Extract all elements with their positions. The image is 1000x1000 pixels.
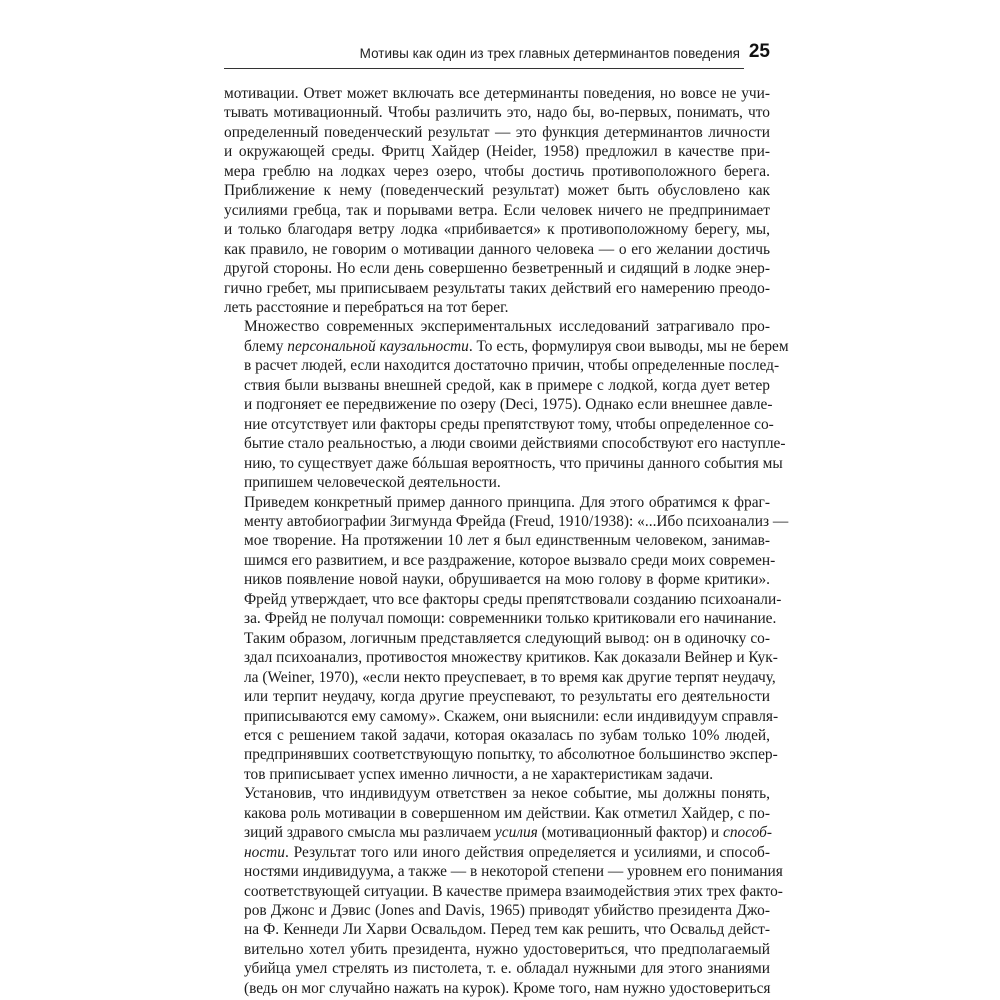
text-line: какова роль мотивации в совершенном им действии. Как отметил Хайдер, с по- (244, 804, 770, 822)
text-line: ности. Результат того или иного действия определяется и усилиями, и способ- (244, 843, 770, 861)
italic-term: персональной каузальности (287, 337, 469, 355)
text-line: приписываются ему самому». Скажем, они выяснили: если индивидуум справля- (244, 707, 779, 725)
text-line: тов приписывает успех именно личности, а не характеристикам задачи. (244, 765, 714, 783)
paragraph (224, 784, 783, 998)
text-line: здал психоанализ, противостоя множеству критиков. Как доказали Вейнер и Кук- (244, 649, 778, 667)
text-line: или терпит неудачу, когда другие преуспевают, то результаты его деятельности (244, 688, 770, 706)
text-line: шимся его развитием, и все раздражение, которое вызвало среди моих современ- (244, 551, 776, 569)
text-line: зиций здравого смысла мы различаем усилия (мотивационный фактор) и способ- (244, 824, 773, 842)
text-line: гично гребет, мы приписываем результаты таких действий его намерению преодо- (224, 279, 770, 297)
text-line: в расчет людей, если находится достаточно причин, чтобы определенные послед- (244, 357, 780, 375)
text-line: мера греблю на лодках через озеро, чтобы достичь противоположного берега. (224, 162, 770, 180)
page-number: 25 (748, 41, 770, 62)
text-line: менту автобиографии Зигмунда Фрейда (Freud, 1910/1938): «...Ибо психоанализ — (244, 512, 789, 530)
text-line: ствия были вызваны внешней средой, как в примере с лодкой, когда дует ветер (244, 376, 770, 394)
text-line: ние отсутствует или факторы среды препятствуют тому, чтобы определенное со- (244, 415, 774, 433)
text-line: за. Фрейд не получал помощи: современники только критиковали его начинание. (244, 610, 777, 628)
text-line: ров Джонс и Дэвис (Jones and Davis, 1965) приводят убийство президента Джо- (244, 902, 770, 920)
paragraph (224, 493, 789, 785)
text-line: соответствующей ситуации. В качестве примера взаимодействия этих трех факто- (244, 882, 783, 900)
text-line: как правило, не говорим о мотивации данного человека — о его желании достичь (224, 240, 770, 258)
text-line: на Ф. Кеннеди Ли Харви Освальдом. Перед тем как решить, что Освальд дейст- (244, 921, 770, 939)
italic-term: усилия (494, 824, 538, 842)
text-line: (ведь он мог случайно нажать на курок). Кроме того, нам нужно удостовериться (244, 979, 771, 997)
text-line: леть расстояние и перебраться на тот берег. (224, 298, 509, 316)
text-line: мое творение. На протяжении 10 лет я был единственным человеком, занимав- (244, 532, 770, 550)
text-line: вительно хотел убить президента, нужно удостовериться, что предполагаемый (244, 940, 770, 958)
text-line: усилиями гребца, так и порывами ветра. Если человек ничего не предпринимает (224, 201, 770, 219)
text-line: предпринявших соответствующую попытку, то абсолютное большинство экспер- (244, 746, 778, 764)
text-line: ется с решением такой задачи, которая оказалась по зубам только 10% людей, (244, 726, 770, 744)
italic-term: способ- (723, 824, 773, 842)
text-line: тывать мотивационный. Чтобы различить это, надо бы, во-первых, понимать, что (224, 104, 770, 122)
header-rule (224, 68, 744, 69)
text-line: определенный поведенческий результат — это функция детерминантов личности (224, 123, 770, 141)
paragraph (224, 317, 789, 492)
text-line: мотивации. Ответ может включать все детерминанты поведения, но вовсе не учи- (224, 85, 770, 102)
text-line: убийца умел стрелять из пистолета, т. е. обладал нужными для этого знаниями (244, 960, 770, 978)
running-head (224, 40, 770, 66)
text-line: Приведем конкретный пример данного принципа. Для этого обратимся к фраг- (244, 493, 770, 511)
text-line: и только благодаря ветру лодка «прибивается» к противоположному берегу, мы, (224, 221, 770, 239)
text-line: другой стороны. Но если день совершенно безветренный и сидящий в лодке энер- (224, 260, 770, 278)
text-line: и подгоняет ее передвижение по озеру (Deci, 1975). Однако если внешнее давле- (244, 396, 773, 414)
text-line: Множество современных экспериментальных исследований затрагивало про- (244, 318, 770, 336)
text-line: бытие стало реальностью, а люди своими действиями способствуют его наступле- (244, 435, 786, 453)
text-line: Приближение к нему (поведенческий результат) может быть обусловлено как (224, 182, 770, 200)
text-line: Таким образом, логичным представляется следующий вывод: он в одиночку со- (244, 629, 770, 647)
text-line: ла (Weiner, 1970), «если некто преуспевает, в то время как другие терпят неудачу, (244, 668, 776, 686)
running-title: Мотивы как один из трех главных детерминантов поведения (359, 46, 740, 61)
paragraph (224, 84, 770, 317)
text-line: припишем человеческой деятельности. (244, 474, 501, 492)
text-line: Установив, что индивидуум ответствен за некое событие, мы должны понять, (244, 785, 770, 803)
body-text (224, 84, 789, 998)
text-line: ников появление новой науки, обрушивается на мою голову в форме критики». (244, 571, 770, 589)
text-line: блему персональной каузальности. То есть, формулируя свои выводы, мы не берем (244, 337, 789, 355)
text-line: нию, то существует даже бóльшая вероятность, что причины данного события мы (244, 454, 783, 472)
text-line: Фрейд утверждает, что все факторы среды препятствовали созданию психоанали- (244, 590, 782, 608)
text-line: и окружающей среды. Фритц Хайдер (Heider, 1958) предложил в качестве при- (224, 143, 770, 161)
text-line: ностями индивидуума, а также — в некоторой степени — уровнем его понимания (244, 863, 783, 881)
italic-term: ности (244, 843, 285, 861)
